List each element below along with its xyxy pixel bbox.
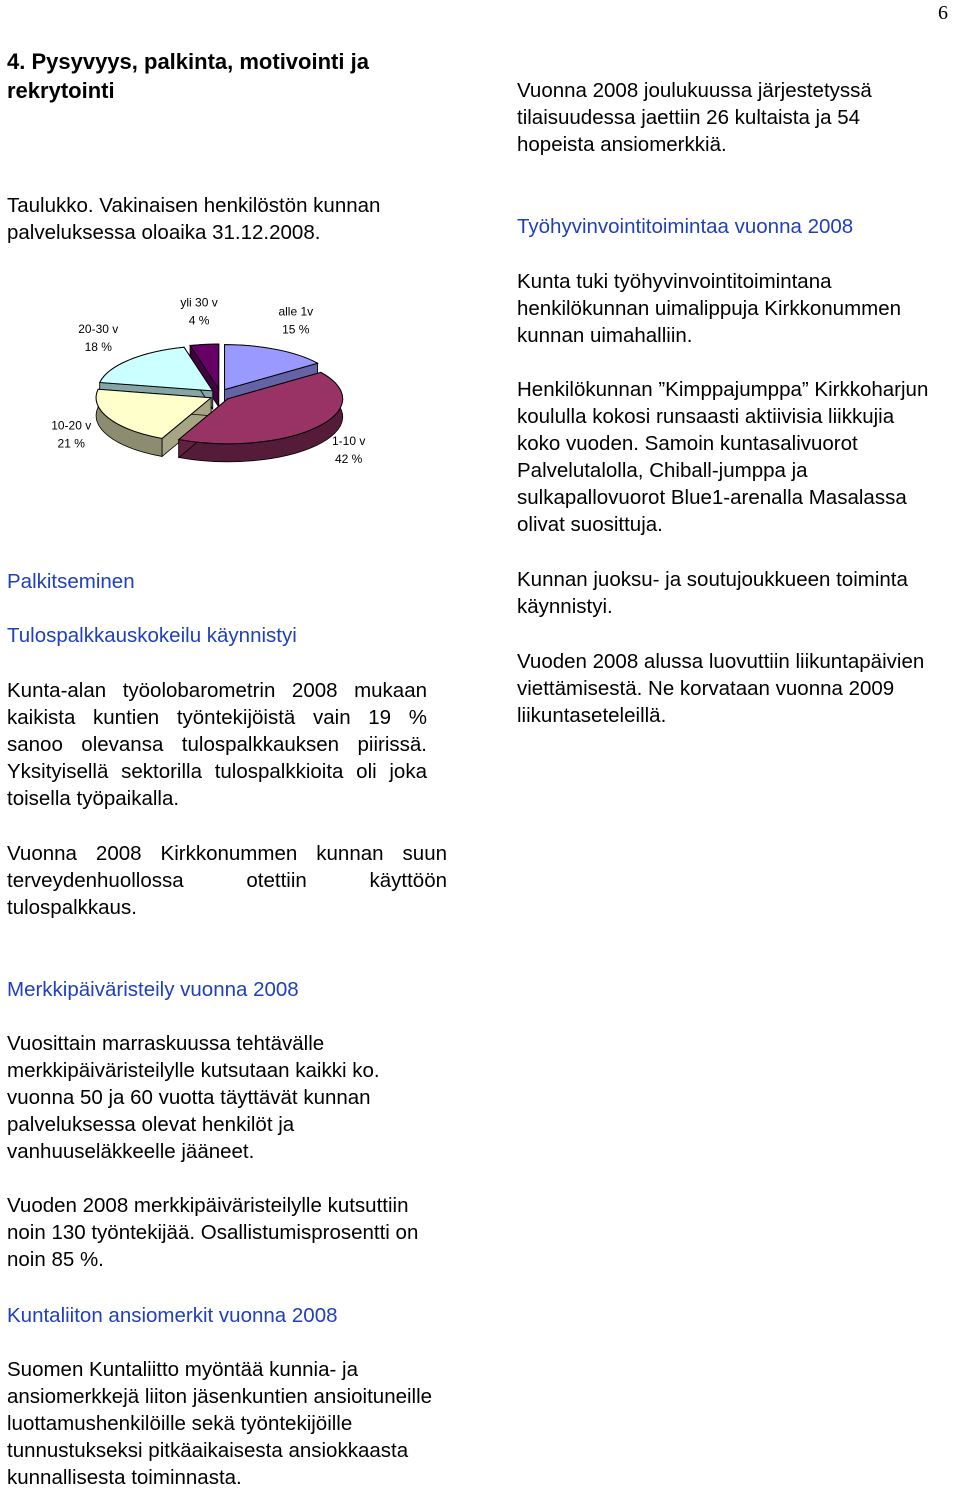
tulospalkka-paragraph: Kunta-alan työolobarometrin 2008 mukaan kaikista kuntien työntekijöistä vain 19 % sanoo olevansa tulospalkkauksen piirissä. Yksityisellä sektorilla tulospalkkioita oli joka toisella työpaikalla. (7, 679, 427, 810)
merkkipaiva-title: Merkkipäiväristeily vuonna 2008 (7, 978, 299, 1001)
merkkipaiva-paragraph-1: Vuosittain marraskuussa tehtävälle merkkipäiväristeilylle kutsutaan kaikki ko. vuonna 50 ja 60 vuotta täyttävät kunnan palveluksessa olevat henkilöt ja vanhuuseläkkeelle jääneet. (7, 1032, 380, 1163)
kimppajumppa-paragraph: Henkilökunnan ”Kimppajumppa” Kirkkoharjun koululla kokosi runsaasti aktiivisia liikkujia koko vuoden. Samoin kuntasalivuorot Palvelutalolla, Chiball-jumppa ja sulkapallovuorot Blue1-arenalla Masalassa olivat suosittuja. (517, 378, 929, 536)
terveys-paragraph: Vuonna 2008 Kirkkonummen kunnan suun terveydenhuollossa otettiin käyttöön tulospalkkaus. (7, 842, 447, 919)
table-caption: Taulukko. Vakinaisen henkilöstön kunnan palveluksessa oloaika 31.12.2008. (7, 194, 381, 244)
ansiomerkit-paragraph-right: Vuonna 2008 joulukuussa järjestetyssä tilaisuudessa jaettiin 26 kultaista ja 54 hopeista ansiomerkkiä. (517, 79, 872, 156)
pie-label-10-20-v: 10-20 v (51, 418, 92, 433)
palkitseminen-title: Palkitseminen (7, 570, 135, 593)
ansiomerkit-paragraph-left: Suomen Kuntaliitto myöntää kunnia- ja ansiomerkkejä liiton jäsenkuntien ansioituneille luottamushenkilöille sekä työntekijöille tunnustukseksi pitkäaikaisesta ansiokkaasta kunnallisesta toiminnasta. (7, 1358, 433, 1489)
page-number: 6 (938, 2, 948, 24)
tulospalkka-title: Tulospalkkauskokeilu käynnistyi (7, 624, 297, 647)
pie-label-alle-1v: alle 1v (278, 304, 314, 319)
merkkipaiva-paragraph-2: Vuoden 2008 merkkipäiväristeilylle kutsuttiin noin 130 työntekijää. Osallistumisprosentti on noin 85 %. (7, 1194, 419, 1271)
ansiomerkit-title: Kuntaliiton ansiomerkit vuonna 2008 (7, 1304, 338, 1327)
pie-label-yli-30-v: yli 30 v (180, 295, 218, 310)
pie-label-1-10-v: 1-10 v (331, 434, 366, 449)
pie-value-alle-1v: 15 % (282, 322, 310, 337)
tyohyvinvointi-title: Työhyvinvointitoimintaa vuonna 2008 (517, 215, 854, 238)
pie-value-1-10-v: 42 % (334, 452, 363, 467)
tenure-pie-chart (51, 295, 380, 500)
liikunta-paragraph: Vuoden 2008 alussa luovuttiin liikuntapäivien viettämisestä. Ne korvataan vuonna 2009 liikuntaseteleillä. (517, 650, 925, 727)
pie-value-10-20-v: 21 % (57, 436, 85, 451)
pie-value-20-30-v: 18 % (84, 339, 112, 354)
juoksu-paragraph: Kunnan juoksu- ja soutujoukkueen toiminta käynnistyi. (517, 568, 908, 618)
uimaliput-paragraph: Kunta tuki työhyvinvointitoimintana henkilökunnan uimalippuja Kirkkonummen kunnan uimahalliin. (517, 270, 902, 347)
pie-slices (96, 344, 343, 462)
section-heading: 4. Pysyvyys, palkinta, motivointi ja rekrytointi (7, 49, 369, 103)
pie-value-yli-30-v: 4 % (188, 313, 210, 328)
pie-label-20-30-v: 20-30 v (78, 321, 119, 336)
